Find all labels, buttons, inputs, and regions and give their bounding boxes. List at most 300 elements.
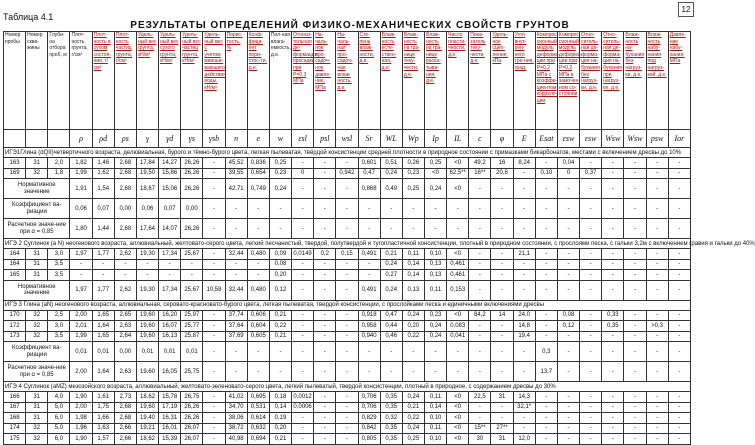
table-cell: 15,39 xyxy=(159,434,181,445)
symbol-cell: e xyxy=(247,130,269,148)
table-cell: 14 xyxy=(491,310,513,321)
table-cell: - xyxy=(646,168,668,179)
table-cell: - xyxy=(668,158,690,169)
table-cell: - xyxy=(668,199,690,219)
table-cell: - xyxy=(646,392,668,403)
table-cell: 168 xyxy=(4,413,26,424)
table-cell: - xyxy=(624,280,646,300)
table-cell: 2,5 xyxy=(48,310,70,321)
table-cell: 0,2 xyxy=(314,249,336,260)
table-cell: <0 xyxy=(447,310,469,321)
table-cell: 2,68 xyxy=(114,402,136,413)
table-cell: - xyxy=(646,310,668,321)
column-header: Плот-ность частиц грунта, г/см³ xyxy=(114,32,136,130)
table-cell: - xyxy=(602,392,624,403)
table-cell: 0,15 xyxy=(336,249,358,260)
table-cell: - xyxy=(225,270,247,281)
symbol-cell: γd xyxy=(159,130,181,148)
table-cell: 19,30 xyxy=(136,249,158,260)
table-cell: 0,25 xyxy=(402,179,424,199)
table-cell: 6,0 xyxy=(48,434,70,445)
table-cell: - xyxy=(203,423,225,434)
table-cell: 26,07 xyxy=(181,423,203,434)
table-cell: - xyxy=(535,249,557,260)
results-table xyxy=(3,31,755,445)
table-cell: - xyxy=(292,310,314,321)
table-cell: - xyxy=(247,259,269,270)
table-cell: 0,829 xyxy=(358,413,380,424)
column-header: Угол внут-рен-него тре-ния, град. xyxy=(513,32,535,130)
table-cell: 0,18 xyxy=(269,392,291,403)
table-cell: - xyxy=(513,423,535,434)
table-cell: - xyxy=(602,168,624,179)
table-cell: 0,25 xyxy=(269,158,291,169)
table-cell: - xyxy=(203,168,225,179)
table-cell: 0,51 xyxy=(380,158,402,169)
table-cell: - xyxy=(447,342,469,362)
table-cell: - xyxy=(292,342,314,362)
summary-label: Расчетное значе-ние при α = 0,85 xyxy=(4,219,70,239)
table-cell: - xyxy=(203,158,225,169)
table-cell: 0,25 xyxy=(402,434,424,445)
table-cell: 26,26 xyxy=(181,402,203,413)
table-cell: - xyxy=(247,342,269,362)
table-cell: - xyxy=(70,259,92,270)
table-cell: - xyxy=(336,423,358,434)
table-cell: 0,654 xyxy=(247,168,269,179)
table-cell: 31 xyxy=(26,259,48,270)
table-cell: - xyxy=(580,423,602,434)
table-cell: - xyxy=(624,168,646,179)
table-cell: 0,35 xyxy=(380,402,402,413)
table-cell: - xyxy=(314,434,336,445)
table-cell: - xyxy=(292,280,314,300)
table-cell: <0 xyxy=(447,158,469,169)
symbol-cell: WL xyxy=(380,130,402,148)
table-cell: - xyxy=(292,434,314,445)
table-cell: - xyxy=(580,392,602,403)
table-cell: 0,461 xyxy=(447,270,469,281)
table-cell: - xyxy=(114,259,136,270)
table-cell: 26,26 xyxy=(181,158,203,169)
table-cell: - xyxy=(314,280,336,300)
table-cell: - xyxy=(203,310,225,321)
table-cell: - xyxy=(513,342,535,362)
table-cell: <0 xyxy=(447,434,469,445)
table-cell: 1,99 xyxy=(70,168,92,179)
table-row xyxy=(4,434,691,445)
table-cell: - xyxy=(114,270,136,281)
table-cell: - xyxy=(203,392,225,403)
table-cell: <0 xyxy=(447,179,469,199)
column-header: Число пласти-чности, д.е. xyxy=(447,32,469,130)
table-cell: - xyxy=(646,179,668,199)
table-cell: 16,01 xyxy=(159,423,181,434)
table-cell: - xyxy=(292,413,314,424)
table-cell: 25,67 xyxy=(181,280,203,300)
table-cell: 0,632 xyxy=(247,423,269,434)
table-cell: 2,66 xyxy=(114,434,136,445)
table-cell: - xyxy=(668,342,690,362)
table-cell: 1,91 xyxy=(70,179,92,199)
table-cell: - xyxy=(314,413,336,424)
table-cell: 31 xyxy=(26,249,48,260)
symbol-cell: Wp xyxy=(402,130,424,148)
table-row xyxy=(4,342,691,362)
table-cell: - xyxy=(646,413,668,424)
table-cell: 0,10 xyxy=(424,413,446,424)
table-cell: 19,30 xyxy=(136,280,158,300)
table-cell: - xyxy=(646,158,668,169)
table-cell: - xyxy=(646,342,668,362)
table-cell: - xyxy=(358,270,380,281)
table-cell: - xyxy=(624,259,646,270)
table-cell: 0,23 xyxy=(402,168,424,179)
table-cell: 0,44 xyxy=(380,321,402,332)
column-header: Относи-тельная де-формация просадки при Р=0.3 МПа xyxy=(292,32,314,130)
table-cell: - xyxy=(557,259,579,270)
table-cell: 0,10 xyxy=(424,249,446,260)
table-cell: - xyxy=(203,413,225,424)
table-cell: - xyxy=(668,362,690,382)
table-cell: 1,82 xyxy=(70,158,92,169)
table-row xyxy=(4,413,691,424)
table-cell: - xyxy=(624,342,646,362)
column-header: Отно-ситель-ная де-форма-ция на-бухания при нагруз-ке, д.е. xyxy=(602,32,624,130)
table-cell: 26,26 xyxy=(181,219,203,239)
table-cell: - xyxy=(469,199,491,219)
table-cell: - xyxy=(402,219,424,239)
symbol-cell: Wsw xyxy=(602,130,624,148)
table-row xyxy=(4,199,691,219)
table-cell: 30 xyxy=(469,434,491,445)
table-cell: 0,47 xyxy=(358,168,380,179)
table-cell: 0,21 xyxy=(269,310,291,321)
table-cell: 25,87 xyxy=(181,331,203,342)
table-cell: - xyxy=(513,219,535,239)
table-cell: 1,8 xyxy=(48,168,70,179)
table-cell: 32 xyxy=(26,331,48,342)
table-cell: 0,20 xyxy=(402,321,424,332)
table-cell: 16 xyxy=(491,158,513,169)
table-cell: 0,20 xyxy=(269,270,291,281)
table-cell: 1,99 xyxy=(70,331,92,342)
table-cell: - xyxy=(336,402,358,413)
table-cell: - xyxy=(469,402,491,413)
table-cell: - xyxy=(602,362,624,382)
table-cell: - xyxy=(380,199,402,219)
table-cell: 26,75 xyxy=(181,392,203,403)
table-cell: - xyxy=(203,321,225,332)
table-cell: 1,77 xyxy=(92,280,114,300)
column-header: Пока-затель теку-чести, д.е. xyxy=(469,32,491,130)
column-header: Влаж-ность набу-хания под нагруз-кой, д.е. xyxy=(646,32,668,130)
table-cell: - xyxy=(513,259,535,270)
table-cell: - xyxy=(203,434,225,445)
table-row xyxy=(4,148,691,158)
table-cell: - xyxy=(580,331,602,342)
table-cell: 18,62 xyxy=(136,434,158,445)
table-cell: 0,604 xyxy=(247,321,269,332)
table-cell: - xyxy=(336,310,358,321)
table-cell: - xyxy=(92,259,114,270)
table-cell: 1,97 xyxy=(70,280,92,300)
table-cell: - xyxy=(580,199,602,219)
table-cell: - xyxy=(535,402,557,413)
table-cell: - xyxy=(292,259,314,270)
table-cell: 31 xyxy=(491,392,513,403)
summary-label: Нормативное значение xyxy=(4,280,70,300)
table-cell: 1,98 xyxy=(70,413,92,424)
table-cell: - xyxy=(292,219,314,239)
column-header: Глуби-на отбора проб, м xyxy=(48,32,70,130)
table-cell: 1,96 xyxy=(70,423,92,434)
symbol-cell: w xyxy=(269,130,291,148)
table-cell: 20,8 xyxy=(491,168,513,179)
table-cell: - xyxy=(580,179,602,199)
table-cell: >0,3 xyxy=(646,321,668,332)
table-cell: 41,02 xyxy=(225,392,247,403)
table-cell: - xyxy=(402,362,424,382)
table-cell: - xyxy=(314,219,336,239)
table-cell: - xyxy=(314,342,336,362)
table-cell: - xyxy=(225,342,247,362)
table-cell: 8,24 xyxy=(513,158,535,169)
table-cell: 3,0 xyxy=(48,249,70,260)
table-cell: 164 xyxy=(4,249,26,260)
table-cell: 1,90 xyxy=(70,392,92,403)
table-cell: 16,31 xyxy=(159,413,181,424)
table-cell: 0,11 xyxy=(424,392,446,403)
table-cell: 22,5 xyxy=(469,392,491,403)
table-cell: - xyxy=(646,402,668,413)
table-cell: 3,0 xyxy=(48,321,70,332)
table-cell: 0,22 xyxy=(402,331,424,342)
summary-label: Коэффициент ва-риации xyxy=(4,342,70,362)
table-cell: 32 xyxy=(26,434,48,445)
table-cell: - xyxy=(624,219,646,239)
table-cell: 1,65 xyxy=(92,310,114,321)
table-cell: - xyxy=(535,423,557,434)
table-cell: 0,14 xyxy=(402,259,424,270)
table-cell: - xyxy=(247,362,269,382)
table-cell: - xyxy=(557,179,579,199)
table-cell: 2,63 xyxy=(114,362,136,382)
table-cell: 0,24 xyxy=(402,423,424,434)
table-cell: 5,0 xyxy=(48,402,70,413)
column-header: На-чаль-ное про-садоч-ное давле-ние, МПа xyxy=(314,32,336,130)
table-cell: 1,64 xyxy=(92,321,114,332)
symbol-cell: γsb xyxy=(203,130,225,148)
table-cell: 0,24 xyxy=(424,331,446,342)
table-cell: 25,97 xyxy=(181,310,203,321)
table-cell: - xyxy=(292,362,314,382)
table-cell: 0,805 xyxy=(358,434,380,445)
table-cell: - xyxy=(602,270,624,281)
table-cell: 18,67 xyxy=(136,179,158,199)
column-header: Удель-ный вес с учетом взвеши-вающего действия воды, кН/м³ xyxy=(203,32,225,130)
table-cell: 19,40 xyxy=(136,413,158,424)
table-cell: 0,12 xyxy=(557,321,579,332)
table-cell: 19,4 xyxy=(513,331,535,342)
table-cell: - xyxy=(513,179,535,199)
table-cell: - xyxy=(602,179,624,199)
table-cell: - xyxy=(513,362,535,382)
table-cell: 0,46 xyxy=(380,331,402,342)
table-cell: - xyxy=(424,362,446,382)
symbol-cell: psl xyxy=(314,130,336,148)
table-cell: - xyxy=(225,219,247,239)
table-cell: - xyxy=(602,331,624,342)
table-cell: 0,01 xyxy=(92,342,114,362)
table-cell: 0,605 xyxy=(247,331,269,342)
table-cell: - xyxy=(580,259,602,270)
table-cell: - xyxy=(580,342,602,362)
table-cell: 17,34 xyxy=(159,249,181,260)
table-cell: 32 xyxy=(26,423,48,434)
table-cell: - xyxy=(513,280,535,300)
table-cell: 165 xyxy=(4,270,26,281)
table-cell: - xyxy=(557,280,579,300)
table-cell: - xyxy=(380,362,402,382)
symbol-cell: ρd xyxy=(92,130,114,148)
table-cell: 19,60 xyxy=(136,331,158,342)
table-cell: <0 xyxy=(447,402,469,413)
table-cell: 0,836 xyxy=(247,158,269,169)
table-cell: - xyxy=(292,158,314,169)
table-cell: - xyxy=(447,362,469,382)
table-cell: 0,480 xyxy=(247,249,269,260)
table-cell: 0,06 xyxy=(70,199,92,219)
table-cell: - xyxy=(70,270,92,281)
table-cell: - xyxy=(336,362,358,382)
table-cell: 3,5 xyxy=(48,259,70,270)
table-cell: 0,13 xyxy=(424,270,446,281)
table-cell: - xyxy=(557,331,579,342)
table-cell: 45,52 xyxy=(225,158,247,169)
table-cell: - xyxy=(624,179,646,199)
table-row xyxy=(4,158,691,169)
column-header: Давле-ние набу-хания, МПа xyxy=(668,32,690,130)
table-cell: 0 xyxy=(557,168,579,179)
table-cell: 0,22 xyxy=(269,321,291,332)
table-cell: - xyxy=(668,168,690,179)
table-cell: 0,531 xyxy=(247,402,269,413)
table-cell: - xyxy=(358,362,380,382)
table-cell: - xyxy=(535,270,557,281)
table-cell: - xyxy=(225,362,247,382)
table-cell: - xyxy=(624,310,646,321)
table-cell: 32 xyxy=(26,321,48,332)
table-cell: - xyxy=(469,280,491,300)
table-cell: - xyxy=(203,402,225,413)
table-cell: - xyxy=(491,362,513,382)
table-cell: 2,68 xyxy=(114,219,136,239)
table-cell: - xyxy=(668,280,690,300)
table-cell: 1,57 xyxy=(92,434,114,445)
table-cell: 0,07 xyxy=(92,199,114,219)
table-cell: - xyxy=(159,259,181,270)
table-cell: - xyxy=(557,402,579,413)
table-cell: - xyxy=(469,362,491,382)
table-cell: - xyxy=(424,342,446,362)
table-cell: 0,12 xyxy=(269,280,291,300)
table-cell: 163 xyxy=(4,158,26,169)
section-heading: ИГЭ1Глина (dQII)четвертичного возраста, делювиальная, бурого и тёмно-бурого цвета, легкая пылеватая, твёрдой консистенции средней плотности в природное состоянии с примазками бикарбонатов, местами с включением дресвы до 10% xyxy=(4,148,691,158)
table-cell: <0 xyxy=(447,249,469,260)
table-cell: - xyxy=(469,249,491,260)
table-cell: 0,01 xyxy=(70,342,92,362)
table-cell: 26,26 xyxy=(181,168,203,179)
table-cell: 0,26 xyxy=(402,158,424,169)
table-cell: 49,2 xyxy=(469,158,491,169)
table-cell: - xyxy=(535,434,557,445)
table-cell: 2,62 xyxy=(114,249,136,260)
table-cell: - xyxy=(491,413,513,424)
table-cell: - xyxy=(491,270,513,281)
table-cell: 0 xyxy=(292,168,314,179)
table-title: РЕЗУЛЬТАТЫ ОПРЕДЕЛЕНИЙ ФИЗИКО-МЕХАНИЧЕСКИХ СВОЙСТВ ГРУНТОВ xyxy=(130,20,570,31)
table-cell: 0,695 xyxy=(247,392,269,403)
table-cell: - xyxy=(668,331,690,342)
table-cell: - xyxy=(469,179,491,199)
table-cell: - xyxy=(646,434,668,445)
table-cell: - xyxy=(424,199,446,219)
table-cell: 2,62 xyxy=(114,280,136,300)
table-cell: - xyxy=(336,158,358,169)
table-cell: - xyxy=(668,423,690,434)
table-cell: 0,25 xyxy=(424,158,446,169)
symbol-cell: Ior xyxy=(668,130,690,148)
table-cell: 2,0 xyxy=(48,158,70,169)
table-cell: - xyxy=(557,413,579,424)
table-cell: - xyxy=(269,342,291,362)
table-cell: 12,0 xyxy=(513,434,535,445)
table-cell: - xyxy=(535,158,557,169)
table-cell: 39,55 xyxy=(225,168,247,179)
table-cell: - xyxy=(314,158,336,169)
table-cell: - xyxy=(557,362,579,382)
table-cell: - xyxy=(292,423,314,434)
table-cell: - xyxy=(535,392,557,403)
table-cell: 14,27 xyxy=(159,158,181,169)
table-cell: 15,86 xyxy=(159,168,181,179)
table-cell: - xyxy=(314,310,336,321)
table-cell: - xyxy=(314,168,336,179)
table-cell: - xyxy=(602,280,624,300)
table-cell: 1,64 xyxy=(92,362,114,382)
table-row xyxy=(4,331,691,342)
symbol-cell: IL xyxy=(447,130,469,148)
table-cell: - xyxy=(580,402,602,413)
table-cell: 0,0006 xyxy=(292,402,314,413)
table-cell: 37,74 xyxy=(225,310,247,321)
table-row xyxy=(4,300,691,310)
table-cell: - xyxy=(557,249,579,260)
table-cell: - xyxy=(646,259,668,270)
table-cell: 0,601 xyxy=(358,158,380,169)
table-cell: - xyxy=(469,270,491,281)
table-cell: - xyxy=(535,413,557,424)
table-cell: - xyxy=(292,199,314,219)
table-cell: 15,06 xyxy=(159,179,181,199)
table-cell: 0,24 xyxy=(380,168,402,179)
table-cell: 0,33 xyxy=(602,310,624,321)
table-cell: 0,35 xyxy=(380,392,402,403)
table-row xyxy=(4,219,691,239)
table-cell: 32,44 xyxy=(225,249,247,260)
table-cell: 16** xyxy=(469,168,491,179)
